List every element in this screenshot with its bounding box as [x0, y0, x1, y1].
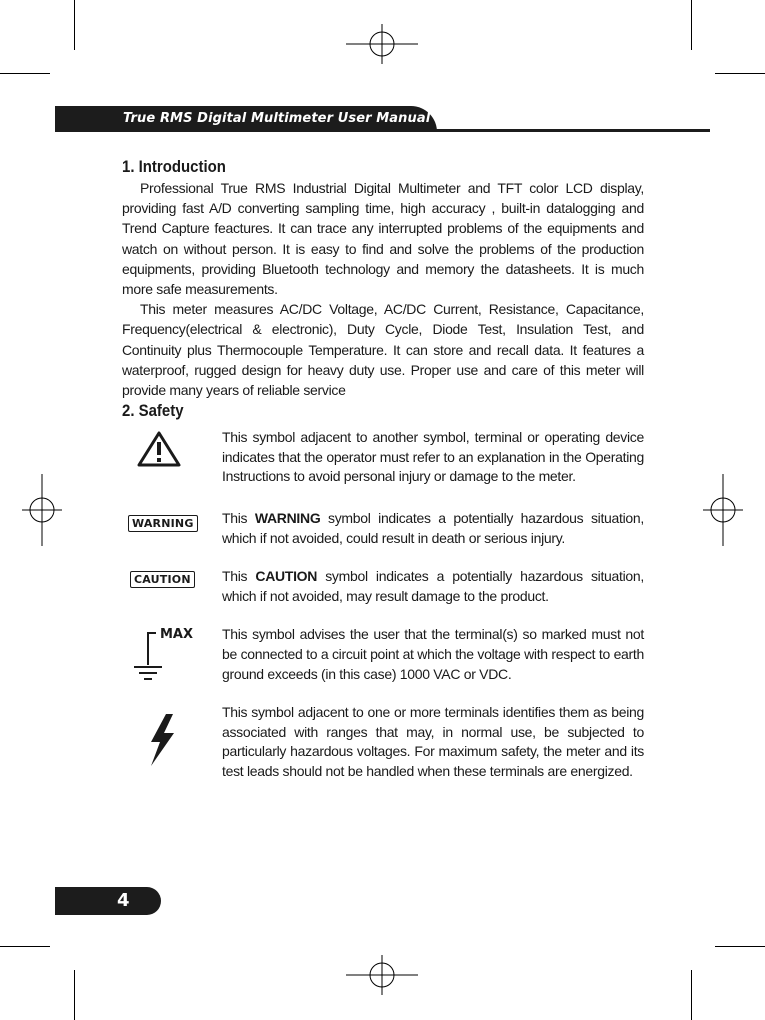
description-keyword: WARNING: [254, 510, 321, 527]
symbol-description: [222, 509, 644, 548]
warning-triangle-icon: [136, 430, 182, 468]
safety-symbol-row: [122, 567, 644, 606]
header-rule: [55, 129, 710, 132]
crop-mark: [691, 970, 692, 1020]
section-heading-introduction: 1. Introduction: [122, 157, 226, 176]
max-label: MAX: [160, 627, 194, 643]
safety-symbol-row: [122, 703, 644, 781]
description-body: symbol indicates a potentially hazardous situation, which if not avoided, could result in death or serious injury.: [222, 510, 644, 546]
registration-mark-icon: [703, 474, 743, 546]
symbol-description: This symbol adjacent to another symbol, terminal or operating device indicates that the operator must refer to an explanation in the Operating Instructions to avoid personal injury or damage to the meter.: [222, 429, 644, 485]
page-content: [122, 156, 644, 782]
section-heading-safety: 2. Safety: [122, 401, 184, 421]
symbol-cell: [122, 567, 222, 606]
symbol-cell: [122, 428, 222, 487]
symbol-description: This symbol adjacent to one or more terminals identifies them as being associated with ranges that may, in normal use, be subjected to particularly hazardous voltages. For maximum safety, the meter and its test leads should not be handled when these terminals are energized.: [222, 704, 644, 779]
description-body: symbol indicates a potentially hazardous situation, which if not avoided, may result damage to the product.: [222, 568, 644, 604]
safety-symbol-row: [122, 625, 644, 684]
crop-mark: [715, 73, 765, 74]
page-number: 4: [117, 890, 130, 911]
registration-mark-icon: [346, 24, 418, 64]
description-prefix: This: [222, 568, 256, 585]
page-number-tab: [55, 887, 161, 915]
warning-label-icon: WARNING: [128, 515, 198, 532]
lightning-bolt-icon: [146, 713, 178, 767]
symbol-cell: [122, 703, 222, 781]
registration-mark-icon: [22, 474, 62, 546]
crop-mark: [74, 0, 75, 50]
intro-paragraph: Professional True RMS Industrial Digital Multimeter and TFT color LCD display, providing fast A/D converting sampling time, high accuracy , built-in datalogging and Trend Capture feactures. It can trace any interrupted problems of the equipments and watch on without person. It is easy to find and solve the problems of the production equipments, providing Bluetooth technology and memory the datasheets. It is much more safe measurements.: [122, 180, 644, 298]
description-prefix: This: [222, 510, 255, 527]
symbol-description: [222, 567, 644, 606]
crop-mark: [691, 0, 692, 50]
header-banner: [55, 106, 710, 132]
symbol-cell: [122, 625, 222, 684]
intro-paragraph: This meter measures AC/DC Voltage, AC/DC Current, Resistance, Capacitance, Frequency(electrical & electronic), Duty Cycle, Diode Test, Insulation Test, and Continuity plus Thermocouple Temperature. It can store and recall data. It features a waterproof, rugged design for heavy duty use. Proper use and care of this meter will provide many years of reliable service: [122, 301, 644, 399]
crop-mark: [0, 946, 50, 947]
registration-mark-icon: [346, 955, 418, 995]
caution-label-icon: CAUTION: [130, 571, 195, 588]
safety-symbol-row: [122, 509, 644, 548]
crop-mark: [0, 73, 50, 74]
crop-mark: [715, 946, 765, 947]
symbol-description: This symbol advises the user that the terminal(s) so marked must not be connected to a circuit point at which the voltage with respect to earth ground exceeds (in this case) 1000 VAC or VDC.: [222, 626, 644, 682]
description-keyword: CAUTION: [255, 568, 318, 585]
symbol-cell: [122, 509, 222, 548]
header-title: True RMS Digital Multimeter User Manual: [123, 111, 431, 126]
crop-mark: [74, 970, 75, 1020]
safety-symbol-row: [122, 428, 644, 487]
